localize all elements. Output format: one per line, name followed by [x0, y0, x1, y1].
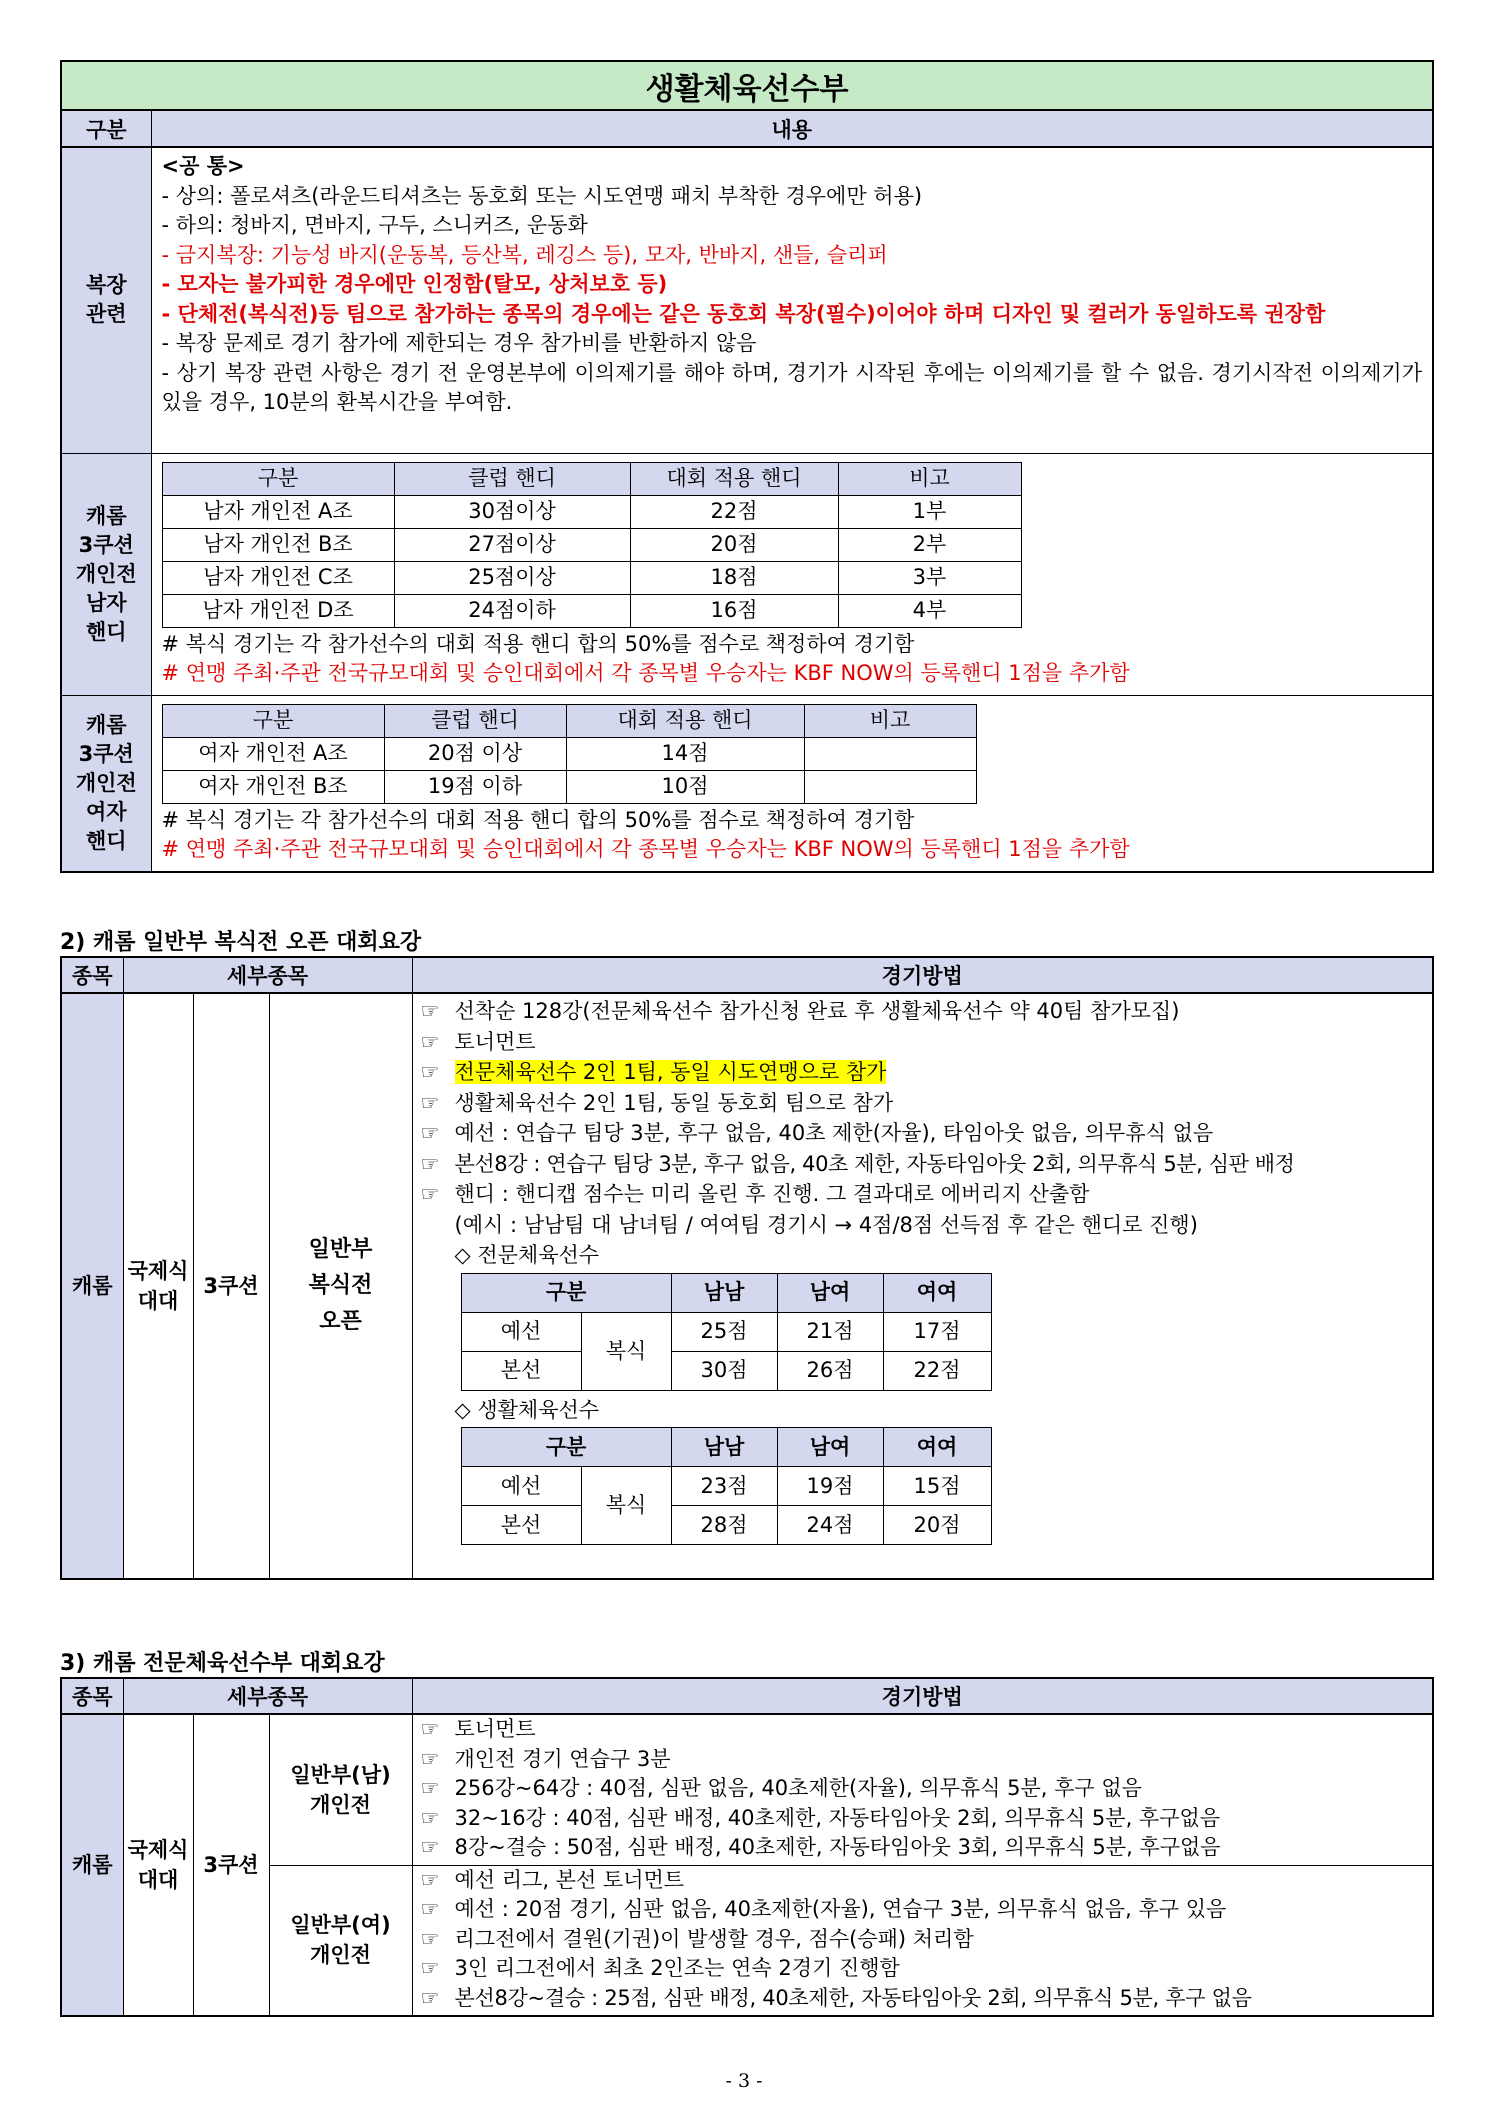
pointing-hand-icon: ☞: [420, 999, 440, 1023]
cell: 예선: [461, 1312, 581, 1351]
cell: 남자 개인전 C조: [162, 561, 394, 594]
cell: 27점이상: [394, 528, 630, 561]
col-event: 종목: [61, 957, 123, 993]
list-item: ☞ 생활체육선수 2인 1팀, 동일 동호회 팀으로 참가: [421, 1088, 1426, 1119]
cell: 22점: [883, 1351, 991, 1390]
female-col-category: 구분: [162, 704, 384, 737]
sports-table: [60, 60, 1434, 873]
cell: 16점: [630, 594, 838, 627]
female-note: # 복식 경기는 각 참가선수의 대회 적용 핸디 합의 50%를 점수로 책정하여 경기함: [161, 807, 915, 832]
female-note-red: # 연맹 주최·주관 전국규모대회 및 승인대회에서 각 종목별 우승자는 KBF NOW의 등록핸디 1점을 추가함: [161, 837, 1130, 861]
bottom-wear-line: - 하의: 청바지, 면바지, 구두, 스니커즈, 운동화: [161, 213, 588, 237]
male-row-c: [162, 561, 1021, 594]
list-item: ☞ 예선 리그, 본선 토너먼트: [421, 1866, 1426, 1896]
male-handicap-table: [162, 462, 1022, 628]
list-item: ☞ 핸디 : 핸디캡 점수는 미리 올린 후 진행. 그 결과대로 에버리지 산출함: [421, 1179, 1426, 1210]
male-col-note: 비고: [838, 462, 1021, 495]
women-method: [412, 1865, 1433, 2016]
amateur-row-main: [461, 1506, 991, 1545]
dress-label: 복장 관련: [61, 147, 151, 453]
amateur-row-prelim: [461, 1467, 991, 1506]
pointing-hand-icon: ☞: [420, 1897, 440, 1921]
cell: 복식: [581, 1312, 671, 1390]
pro-score-table: [461, 1273, 992, 1391]
cell: 20점: [883, 1506, 991, 1545]
female-col-club: 클럽 핸디: [384, 704, 566, 737]
sub-men-individual: 일반부(남) 개인전: [269, 1714, 412, 1865]
col-sub-event: 세부종목: [123, 1678, 412, 1714]
sports-dress-section: [60, 60, 1434, 873]
cell: 24점이하: [394, 594, 630, 627]
cell: 10점: [566, 770, 804, 803]
male-row-a: [162, 495, 1021, 528]
list-item: ☞ 3인 리그전에서 최초 2인조는 연속 2경기 진행함: [421, 1954, 1426, 1984]
pointing-hand-icon: ☞: [420, 1060, 440, 1084]
col-sub-event: 세부종목: [123, 957, 412, 993]
sub-women-individual: 일반부(여) 개인전: [269, 1865, 412, 2016]
cell: 30점이상: [394, 495, 630, 528]
page-number: - 3 -: [725, 2070, 763, 2092]
male-col-club: 클럽 핸디: [394, 462, 630, 495]
pointing-hand-icon: ☞: [420, 1121, 440, 1145]
score-col-mf: 남여: [777, 1428, 883, 1467]
pointing-hand-icon: ☞: [420, 1717, 440, 1741]
pointing-hand-icon: ☞: [420, 1805, 440, 1830]
example-line: (예시 : 남남팀 대 남녀팀 / 여여팀 경기시 → 4점/8점 선득점 후 같은 핸디로 진행): [454, 1212, 1198, 1237]
list-item: ☞ 개인전 경기 연습구 3분: [421, 1745, 1426, 1775]
score-col-category: 구분: [461, 1273, 671, 1312]
cell: 여자 개인전 B조: [162, 770, 384, 803]
score-col-category: 구분: [461, 1428, 671, 1467]
team-dress-line: - 단체전(복식전)등 팀으로 참가하는 종목의 경우에는 같은 동호회 복장(필수)이어야 하며 디자인 및 컬러가 동일하도록 권장함: [161, 301, 1326, 326]
male-col-category: 구분: [162, 462, 394, 495]
pointing-hand-icon: ☞: [420, 1776, 440, 1800]
list-item: ☞ 8강~결승 : 50점, 심판 배정, 40초제한, 자동타임아웃 3회, 의무휴식 5분, 후구없음: [421, 1833, 1426, 1863]
score-col-mf: 남여: [777, 1273, 883, 1312]
sub-international: 국제식 대대: [123, 1714, 193, 2016]
male-col-applied: 대회 적용 핸디: [630, 462, 838, 495]
score-col-mm: 남남: [671, 1273, 777, 1312]
cell: [804, 737, 976, 770]
score-col-ff: 여여: [883, 1273, 991, 1312]
list-item: [421, 1057, 1426, 1088]
cell: 2부: [838, 528, 1021, 561]
pointing-hand-icon: ☞: [420, 1151, 439, 1176]
list-item: ☞ 32~16강 : 40점, 심판 배정, 40초제한, 자동타임아웃 2회, 의무휴식 5분, 후구없음: [421, 1804, 1426, 1834]
men-method: [412, 1714, 1433, 1865]
cell: 28점: [671, 1506, 777, 1545]
hat-line: - 모자는 불가피한 경우에만 인정함(탈모, 상처보호 등): [161, 272, 668, 296]
female-row-b: [162, 770, 976, 803]
pro-athlete-title: 3) 캐롬 전문체육선수부 대회요강: [60, 1651, 385, 1676]
event-carom: 캐롬: [61, 1714, 123, 2016]
highlighted-text: 전문체육선수 2인 1팀, 동일 시도연맹으로 참가: [454, 1060, 887, 1084]
section-title: 생활체육선수부: [61, 61, 1433, 110]
score-col-ff: 여여: [883, 1428, 991, 1467]
list-item: ☞ 리그전에서 결원(기권)이 발생할 경우, 점수(승패) 처리함: [421, 1925, 1426, 1955]
col-method: 경기방법: [412, 957, 1433, 993]
pointing-hand-icon: ☞: [420, 1835, 440, 1859]
list-item: ☞ 토너먼트: [421, 1715, 1426, 1745]
doubles-open-title: 2) 캐롬 일반부 복식전 오픈 대회요강: [60, 930, 422, 955]
list-item: ☞ 예선 : 연습구 팀당 3분, 후구 없음, 40초 제한(자율), 타임아웃 없음, 의무휴식 없음: [421, 1118, 1426, 1149]
score-col-mm: 남남: [671, 1428, 777, 1467]
list-item: ☞ 본선8강~결승 : 25점, 심판 배정, 40초제한, 자동타임아웃 2회, 의무휴식 5분, 후구 없음: [421, 1984, 1426, 2014]
cell: 1부: [838, 495, 1021, 528]
col-category: 구분: [61, 110, 151, 147]
pointing-hand-icon: ☞: [420, 1029, 440, 1054]
cell: 22점: [630, 495, 838, 528]
female-handicap-content: [151, 695, 1433, 872]
female-handicap-table: [162, 704, 977, 804]
cell: 본선: [461, 1351, 581, 1390]
pointing-hand-icon: ☞: [420, 1956, 440, 1980]
cell: 남자 개인전 D조: [162, 594, 394, 627]
doubles-open-table: [60, 956, 1434, 1580]
cell: 20점 이상: [384, 737, 566, 770]
pointing-hand-icon: ☞: [420, 1182, 440, 1206]
cell: 남자 개인전 B조: [162, 528, 394, 561]
cell: 23점: [671, 1467, 777, 1506]
list-item: ☞ 256강~64강 : 40점, 심판 없음, 40초제한(자율), 의무휴식 5분, 후구 없음: [421, 1774, 1426, 1804]
pro-athlete-table: [60, 1677, 1434, 2017]
cell: 3부: [838, 561, 1021, 594]
col-event: 종목: [61, 1678, 123, 1714]
pro-row-main: [461, 1351, 991, 1390]
cell: 17점: [883, 1312, 991, 1351]
sub-3cushion: 3쿠션: [193, 1714, 269, 2016]
list-item: ☞ 선착순 128강(전문체육선수 참가신청 완료 후 생활체육선수 약 40팀 참가모집): [421, 996, 1426, 1027]
cell: 25점이상: [394, 561, 630, 594]
sub-3cushion: 3쿠션: [193, 993, 269, 1579]
male-note-red: # 연맹 주최·주관 전국규모대회 및 승인대회에서 각 종목별 우승자는 KBF NOW의 등록핸디 1점을 추가함: [161, 661, 1130, 685]
cell: 26점: [777, 1351, 883, 1390]
cell: [804, 770, 976, 803]
col-content: 내용: [151, 110, 1433, 147]
cell: 14점: [566, 737, 804, 770]
pointing-hand-icon: ☞: [420, 1746, 440, 1771]
objection-line: - 상기 복장 관련 사항은 경기 전 운영본부에 이의제기를 해야 하며, 경기가 시작된 후에는 이의제기를 할 수 없음. 경기시작전 이의제기가 있을 경우, 10분의 환복시간을 부여함.: [161, 360, 1422, 414]
cell: 21점: [777, 1312, 883, 1351]
list-item: ☞ 예선 : 20점 경기, 심판 없음, 40초제한(자율), 연습구 3분, 의무휴식 없음, 후구 있음: [421, 1895, 1426, 1925]
amateur-title: ◇ 생활체육선수: [454, 1397, 600, 1422]
cell: 19점: [777, 1467, 883, 1506]
male-row-b: [162, 528, 1021, 561]
list-item: ☞ 토너먼트: [421, 1027, 1426, 1058]
female-col-applied: 대회 적용 핸디: [566, 704, 804, 737]
cell: 18점: [630, 561, 838, 594]
sub-international: 국제식 대대: [123, 993, 193, 1579]
common-heading: <공 통>: [161, 154, 245, 178]
list-item: ☞ 본선8강 : 연습구 팀당 3분, 후구 없음, 40초 제한, 자동타임아웃 2회, 의무휴식 5분, 심판 배정: [421, 1149, 1426, 1180]
cell: 15점: [883, 1467, 991, 1506]
doubles-method: [412, 993, 1433, 1579]
male-note: # 복식 경기는 각 참가선수의 대회 적용 핸디 합의 50%를 점수로 책정하여 경기함: [161, 631, 915, 656]
cell: 복식: [581, 1467, 671, 1545]
cell: 24점: [777, 1506, 883, 1545]
top-wear-line: - 상의: 폴로셔츠(라운드티셔츠는 동호회 또는 시도연맹 패치 부착한 경우에만 허용): [161, 183, 923, 208]
cell: 남자 개인전 A조: [162, 495, 394, 528]
male-row-d: [162, 594, 1021, 627]
cell: 여자 개인전 A조: [162, 737, 384, 770]
female-row-a: [162, 737, 976, 770]
male-handicap-label: 캐롬 3쿠션 개인전 남자 핸디: [61, 453, 151, 695]
dress-content: [151, 147, 1433, 453]
pro-athlete-section: [60, 1677, 1434, 2017]
cell: 20점: [630, 528, 838, 561]
pointing-hand-icon: ☞: [420, 1090, 440, 1115]
refund-line: - 복장 문제로 경기 참가에 제한되는 경우 참가비를 반환하지 않음: [161, 331, 757, 355]
pointing-hand-icon: ☞: [420, 1926, 440, 1951]
cell: 25점: [671, 1312, 777, 1351]
doubles-open-section: [60, 956, 1434, 1580]
cell: 본선: [461, 1506, 581, 1545]
cell: 30점: [671, 1351, 777, 1390]
pointing-hand-icon: ☞: [420, 1985, 440, 2010]
cell: 4부: [838, 594, 1021, 627]
prohibited-line: - 금지복장: 기능성 바지(운동복, 등산복, 레깅스 등), 모자, 반바지, 샌들, 슬리퍼: [161, 242, 888, 267]
pro-row-prelim: [461, 1312, 991, 1351]
event-carom: 캐롬: [61, 993, 123, 1579]
pointing-hand-icon: ☞: [420, 1867, 440, 1892]
cell: 19점 이하: [384, 770, 566, 803]
female-handicap-label: 캐롬 3쿠션 개인전 여자 핸디: [61, 695, 151, 872]
sub-doubles-open: 일반부 복식전 오픈: [269, 993, 412, 1579]
pro-title: ◇ 전문체육선수: [454, 1243, 600, 1267]
cell: 예선: [461, 1467, 581, 1506]
col-method: 경기방법: [412, 1678, 1433, 1714]
amateur-score-table: [461, 1427, 992, 1545]
male-handicap-content: [151, 453, 1433, 695]
female-col-note: 비고: [804, 704, 976, 737]
